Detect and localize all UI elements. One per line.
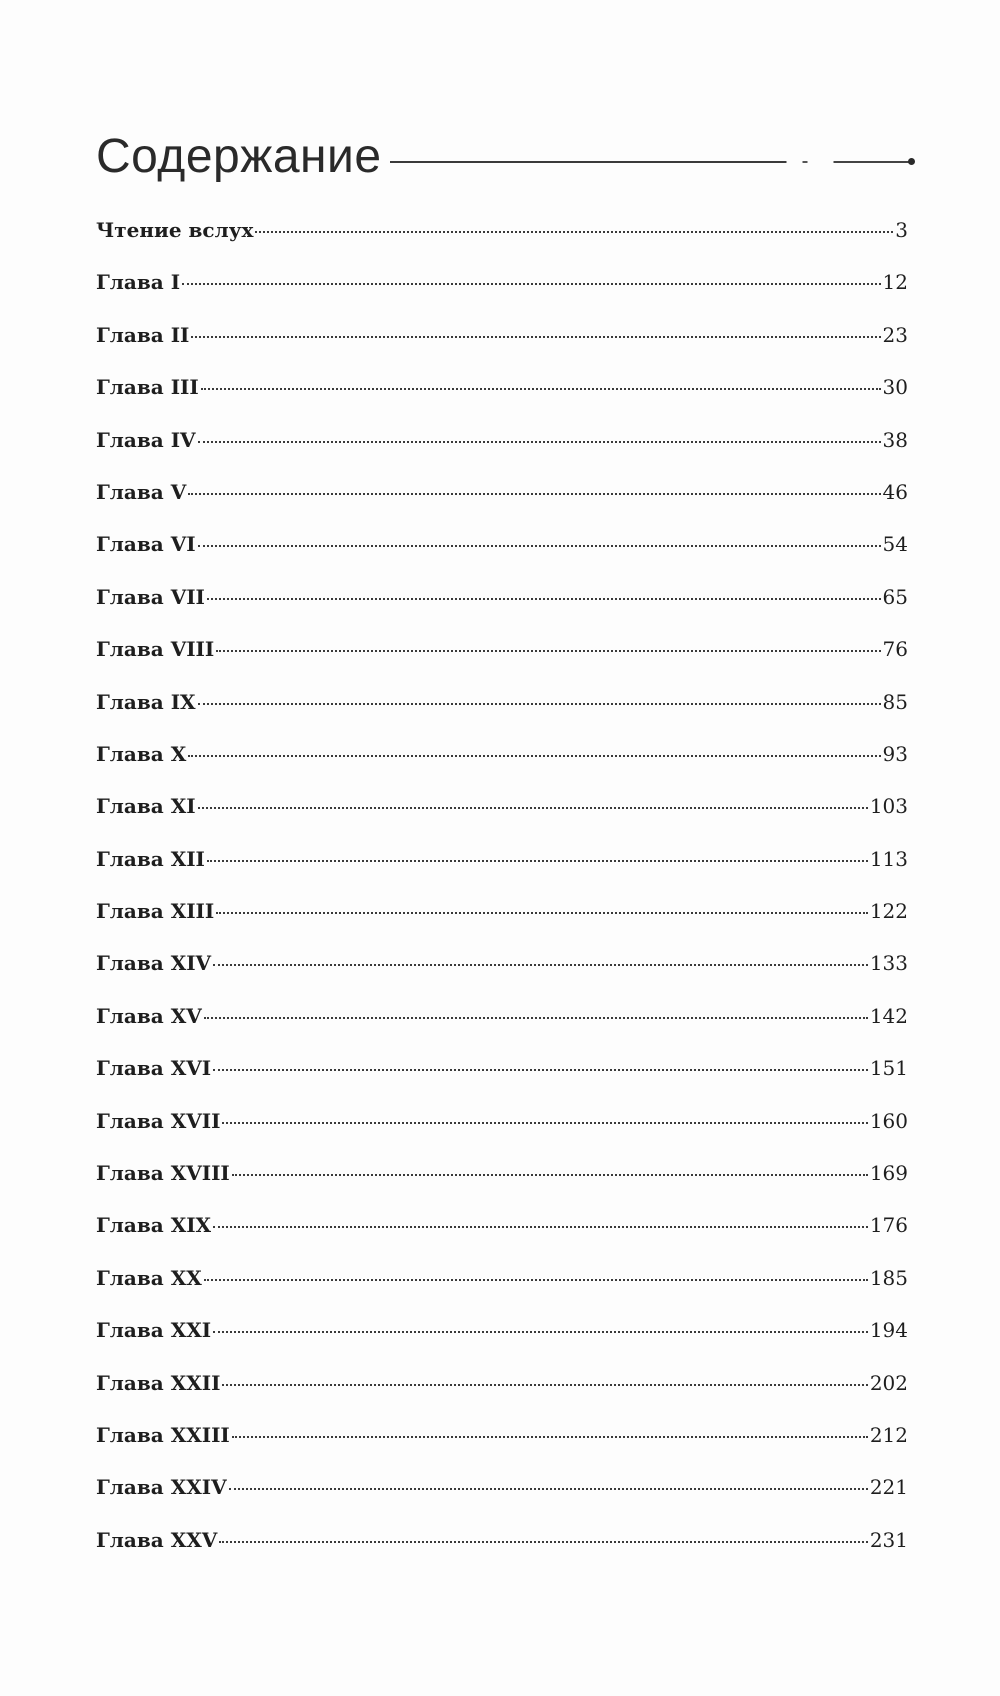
toc-entry-label: Глава IX: [96, 689, 196, 714]
dot-leader: [201, 388, 881, 390]
toc-entry-label: Глава X: [96, 741, 187, 766]
page-title: Содержание: [96, 130, 382, 183]
toc-entry-label: Глава VII: [96, 584, 205, 609]
dot-leader: [207, 860, 868, 862]
toc-entry-label: Глава XI: [96, 794, 196, 819]
dot-leader: [229, 1488, 868, 1490]
dot-leader: [216, 650, 880, 652]
toc-entry-label: Глава XIII: [96, 899, 215, 924]
toc-entry-page-number: 103: [869, 794, 908, 819]
toc-entry-page-number: 23: [882, 322, 908, 347]
toc-entry-page-number: 160: [869, 1108, 908, 1133]
toc-entry-page-number: 169: [869, 1161, 908, 1186]
dot-leader: [222, 1384, 867, 1386]
toc-entry-label: Глава XII: [96, 846, 205, 871]
dot-leader: [232, 1436, 868, 1438]
toc-entry-label: Глава XXI: [96, 1318, 212, 1343]
toc-entry-page-number: 202: [869, 1370, 908, 1395]
toc-entry[interactable]: [96, 1423, 908, 1475]
toc-entry-page-number: 85: [882, 689, 908, 714]
title-rule-dot: [908, 158, 915, 165]
toc-entry-label: Глава XVIII: [96, 1161, 230, 1186]
toc-entry-label: Глава XX: [96, 1265, 202, 1290]
toc-entry-label: Глава XXV: [96, 1527, 218, 1552]
toc-entry[interactable]: [96, 1266, 908, 1318]
toc-entry[interactable]: [96, 1371, 908, 1423]
dot-leader: [219, 1541, 868, 1543]
toc-entry[interactable]: [96, 637, 908, 689]
toc-entry[interactable]: [96, 899, 908, 951]
toc-entry-page-number: 54: [882, 532, 908, 557]
title-rule: [390, 161, 912, 163]
toc-entry-label: Глава IV: [96, 427, 196, 452]
toc-entry-page-number: 65: [882, 584, 908, 609]
toc-entry-page-number: 142: [869, 1003, 908, 1028]
toc-entry[interactable]: [96, 1004, 908, 1056]
toc-entry-label: Глава III: [96, 375, 199, 400]
toc-entry[interactable]: [96, 1109, 908, 1161]
toc-entry-page-number: 122: [869, 899, 908, 924]
toc-entry[interactable]: [96, 742, 908, 794]
toc-entry[interactable]: [96, 218, 908, 270]
toc-entry[interactable]: [96, 847, 908, 899]
dot-leader: [213, 1331, 868, 1333]
toc-entry[interactable]: [96, 323, 908, 375]
toc-entry[interactable]: [96, 1161, 908, 1213]
dot-leader: [222, 1122, 867, 1124]
toc-entry[interactable]: [96, 1056, 908, 1108]
table-of-contents: [96, 218, 908, 1580]
dot-leader: [232, 1174, 868, 1176]
dot-leader: [191, 336, 880, 338]
toc-entry-page-number: 212: [869, 1422, 908, 1447]
dot-leader: [207, 598, 881, 600]
toc-entry-page-number: 38: [882, 427, 908, 452]
toc-entry-page-number: 46: [882, 479, 908, 504]
toc-entry-page-number: 93: [882, 741, 908, 766]
dot-leader: [188, 493, 880, 495]
toc-entry[interactable]: [96, 1213, 908, 1265]
toc-entry[interactable]: [96, 585, 908, 637]
toc-entry-page-number: 133: [869, 951, 908, 976]
toc-entry-label: Чтение вслух: [96, 218, 254, 242]
toc-entry[interactable]: [96, 951, 908, 1003]
toc-entry-page-number: 185: [869, 1265, 908, 1290]
toc-entry-page-number: 221: [869, 1475, 908, 1500]
contents-header: [96, 128, 916, 198]
toc-entry-page-number: 30: [882, 375, 908, 400]
toc-entry-page-number: 3: [895, 218, 908, 242]
toc-entry-label: Глава XV: [96, 1003, 202, 1028]
toc-entry-label: Глава II: [96, 322, 190, 347]
dot-leader: [198, 807, 868, 809]
toc-entry-label: Глава V: [96, 479, 187, 504]
toc-entry-label: Глава XXIII: [96, 1422, 230, 1447]
toc-entry-label: Глава XIX: [96, 1213, 212, 1238]
toc-entry[interactable]: [96, 532, 908, 584]
dot-leader: [255, 231, 893, 233]
toc-entry-page-number: 76: [882, 637, 908, 662]
dot-leader: [182, 283, 881, 285]
toc-entry[interactable]: [96, 690, 908, 742]
dot-leader: [213, 1226, 868, 1228]
toc-entry-label: Глава VI: [96, 532, 196, 557]
toc-entry-label: Глава XXIV: [96, 1475, 227, 1500]
toc-entry-label: Глава XIV: [96, 951, 212, 976]
toc-entry-label: Глава XXII: [96, 1370, 221, 1395]
toc-entry[interactable]: [96, 1528, 908, 1580]
toc-entry-label: Глава I: [96, 270, 181, 295]
dot-leader: [213, 1069, 868, 1071]
dot-leader: [198, 545, 881, 547]
toc-entry[interactable]: [96, 1475, 908, 1527]
toc-entry-label: Глава VIII: [96, 637, 215, 662]
toc-entry[interactable]: [96, 794, 908, 846]
toc-entry[interactable]: [96, 270, 908, 322]
toc-entry-label: Глава XVII: [96, 1108, 221, 1133]
dot-leader: [216, 912, 868, 914]
dot-leader: [213, 964, 868, 966]
toc-entry-label: Глава XVI: [96, 1056, 212, 1081]
toc-entry-page-number: 12: [882, 270, 908, 295]
dot-leader: [204, 1017, 868, 1019]
toc-entry[interactable]: [96, 428, 908, 480]
dot-leader: [198, 441, 881, 443]
toc-entry[interactable]: [96, 1318, 908, 1370]
dot-leader: [204, 1279, 868, 1281]
toc-entry-page-number: 231: [869, 1527, 908, 1552]
toc-entry-page-number: 151: [869, 1056, 908, 1081]
toc-entry-page-number: 113: [869, 846, 908, 871]
toc-entry[interactable]: [96, 375, 908, 427]
toc-entry-page-number: 176: [869, 1213, 908, 1238]
dot-leader: [188, 755, 880, 757]
toc-entry[interactable]: [96, 480, 908, 532]
toc-entry-page-number: 194: [869, 1318, 908, 1343]
dot-leader: [198, 703, 881, 705]
